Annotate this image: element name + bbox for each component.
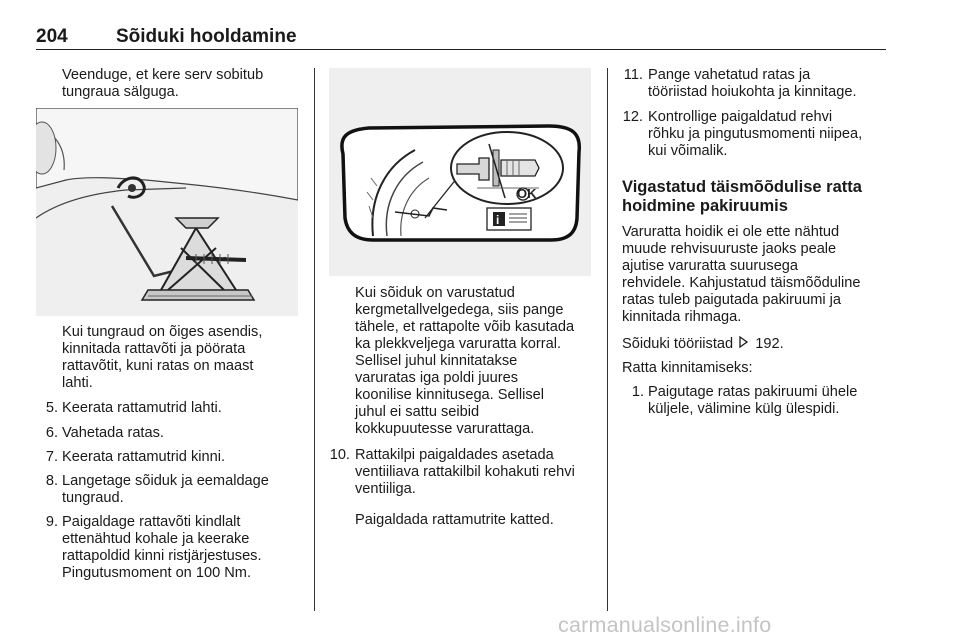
ok-label: OK	[517, 186, 537, 201]
col2-para: Kui sõiduk on varustatud kergmetallvelgedega, siis pange tähele, et rattapolte võib kasutada ka plekkveljega varuratta korral. Sellisel juhul kinnitatakse varuratas iga poldi juures koonilise kinnitusega. Sellisel juhul ei sattu seibid kokkupuutesse varurattaga.	[355, 285, 575, 437]
wheel-cover-illustration	[329, 68, 591, 276]
watermark: carmanualsonline.info	[558, 613, 772, 637]
col3-lead: Ratta kinnitamiseks:	[622, 360, 753, 376]
page-reference-arrow-icon	[739, 336, 749, 353]
col2-step10-sub: Paigaldada rattamutrite katted.	[355, 512, 554, 528]
column-divider-2	[607, 68, 608, 611]
page-title: Sõiduki hooldamine	[116, 26, 297, 47]
column-divider-1	[314, 68, 315, 611]
wheel-cover-drawing	[329, 68, 591, 276]
page-reference[interactable]: Sõiduki tööriistad 192.	[622, 336, 784, 352]
section-heading: Vigastatud täismõõdulise ratta hoidmine pakiruumis	[622, 178, 862, 215]
svg-text:i: i	[496, 213, 500, 227]
jack-illustration	[36, 108, 298, 316]
col1-intro: Veenduge, et kere serv sobitub tungraua sälguga.	[62, 67, 264, 100]
header-rule	[36, 49, 886, 50]
page-number: 204	[36, 26, 68, 47]
col1-after-figure: Kui tungraud on õiges asendis, kinnitada rattavõti ja pöörata rattavõtit, kuni ratas on maast lahti.	[62, 324, 263, 391]
col3-para: Varuratta hoidik ei ole ette nähtud muude rehvisuuruste jaoks peale ajutise varuratta suurusega rehvidele. Kahjustatud täismõõduline ratas tuleb paigutada pakiruumi ja kinnitada rihmaga.	[622, 224, 861, 325]
jack-drawing	[36, 108, 298, 316]
